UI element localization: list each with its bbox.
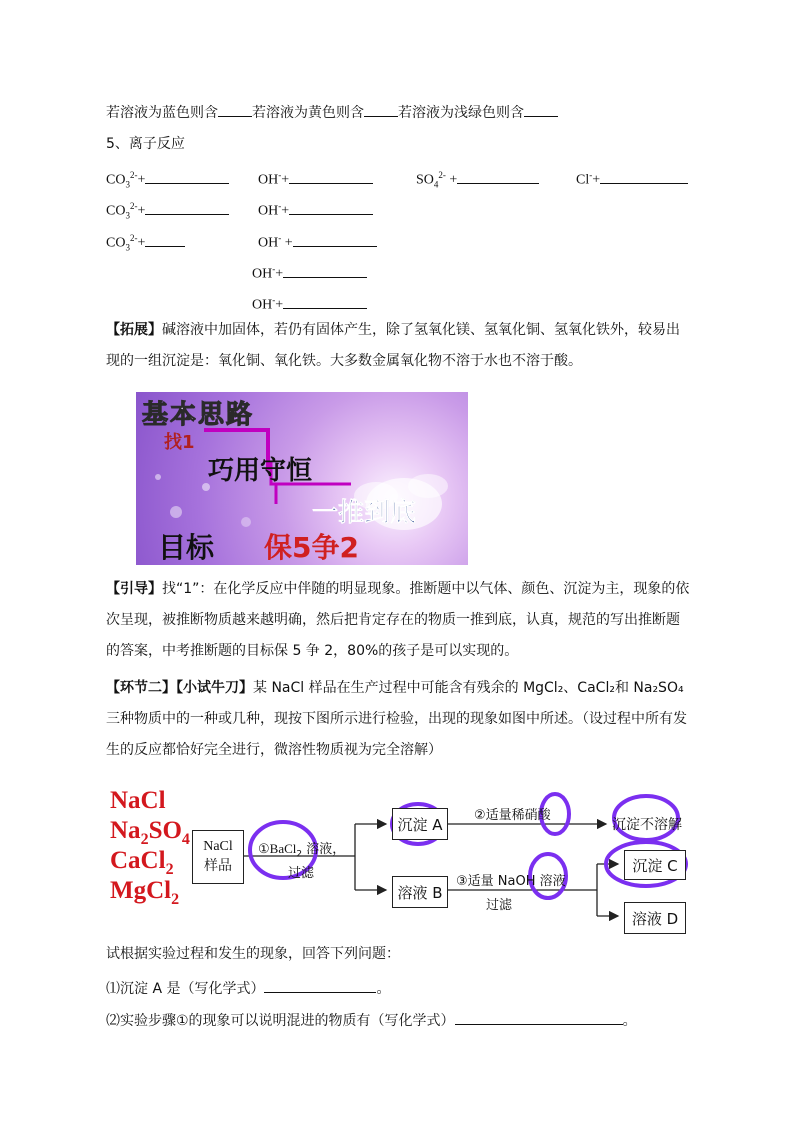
sample-box: NaCl 样品 [192,830,244,884]
hint-yellow: 若溶液为黄色则含 [252,105,364,121]
blank-ion[interactable] [600,169,688,184]
precipitate-c-box: 沉淀 C [624,850,686,880]
step2-label: ②适量稀硝酸 [474,808,551,823]
step3-label: ③适量 NaOH 溶液 [456,874,566,889]
blank-ion[interactable] [289,200,373,215]
step1-label: ①BaCl$_2$ 溶液， [258,841,346,860]
precipitate-a-box: 沉淀 A [392,808,448,840]
formula-mgcl2: MgCl$_2$ [110,877,180,908]
ion-cl: Cl-+ [576,165,688,191]
blank-ion[interactable] [145,232,185,247]
huanjie-paragraph: 【环节二】【小试牛刀】某 NaCl 样品在生产过程中可能含有残余的 MgCl₂、CaCl₂和 Na₂SO₄三种物质中的一种或几种，现按下图所示进行检验，出现的现象如图中所述。（设过程中所有发生的反应都恰好完全进行，微溶性物质视为完全溶解） [106,680,687,758]
question-2: ⑵实验步骤①的现象可以说明混进的物质有（写化学式） 。 [106,1010,637,1031]
blank-ion[interactable] [289,169,373,184]
banner-find1: 找1 [164,432,195,453]
hint-blue: 若溶液为蓝色则含 [106,105,218,121]
blank-ion[interactable] [145,169,229,184]
flow-arrows [100,780,700,940]
questions-intro: 试根据实验过程和发生的现象，回答下列问题： [106,946,400,962]
blank-ion[interactable] [283,294,367,309]
banner-tip1: 巧用守恒 [208,456,313,486]
banner-title: 基本思路 [142,400,255,430]
ion-co3-1: $CO_3^{2-}+$ [106,165,229,194]
banner-goal-label: 目标 [158,531,215,564]
formula-nacl: NaCl [110,787,166,814]
step3-filter-label: 过滤 [486,898,513,913]
banner-tip2: 一推到底 [312,498,417,528]
color-hint-line [106,102,558,123]
blank-ion[interactable] [457,169,539,184]
solution-b-box: 溶液 B [392,876,448,908]
q2-answer-blank[interactable] [455,1010,623,1025]
ion-co3-2: $CO_3^{2-}+$ [106,196,229,225]
ion-oh-1: OH-+ [258,165,373,191]
q1-answer-blank[interactable] [264,978,376,993]
tuozhan-paragraph: 【拓展】碱溶液中加固体，若仍有固体产生，除了氢氧化镁、氢氧化铜、氢氧化铁外，较易出现的一组沉淀是：氧化铜、氧化铁。大多数金属氧化物不溶于水也不溶于酸。 [106,322,680,369]
ion-oh-4: OH-+ [252,259,367,285]
ion-oh-2: OH-+ [258,196,373,222]
hint-green: 若溶液为浅绿色则含 [398,105,524,121]
blank-green[interactable] [524,102,558,117]
flow-diagram [100,780,700,940]
thinking-banner [136,392,468,565]
banner-goal-text: 保5争2 [264,531,359,564]
yindao-paragraph: 【引导】找“1”：在化学反应中伴随的明显现象。推断题中以气体、颜色、沉淀为主，现象的依次呈现，被推断物质越来越明确，然后把肯定存在的物质一推到底，认真，规范的写出推断题的答案，中考推断题的目标保 5 争 2，80%的孩子是可以实现的。 [106,581,690,659]
formula-cacl2: CaCl$_2$ [110,847,174,878]
solution-d-box: 溶液 D [624,902,686,934]
blank-ion[interactable] [145,200,229,215]
formula-na2so4: $Na_2SO_4$ [110,817,190,848]
blank-ion[interactable] [293,232,377,247]
step1-filter-label: 过滤 [288,866,315,881]
question-1: ⑴沉淀 A 是（写化学式） 。 [106,978,390,999]
ion-so4: $SO_4^{2-}$ + [416,165,539,194]
ion-oh-5: OH-+ [252,290,367,316]
ion-oh-3: OH- + [258,228,377,254]
ion-co3-3: $CO_3^{2-}+$ [106,228,185,257]
blank-blue[interactable] [218,102,252,117]
insoluble-label: 沉淀不溶解 [612,817,682,833]
blank-ion[interactable] [283,263,367,278]
blank-yellow[interactable] [364,102,398,117]
section-title: 5、离子反应 [106,136,185,152]
